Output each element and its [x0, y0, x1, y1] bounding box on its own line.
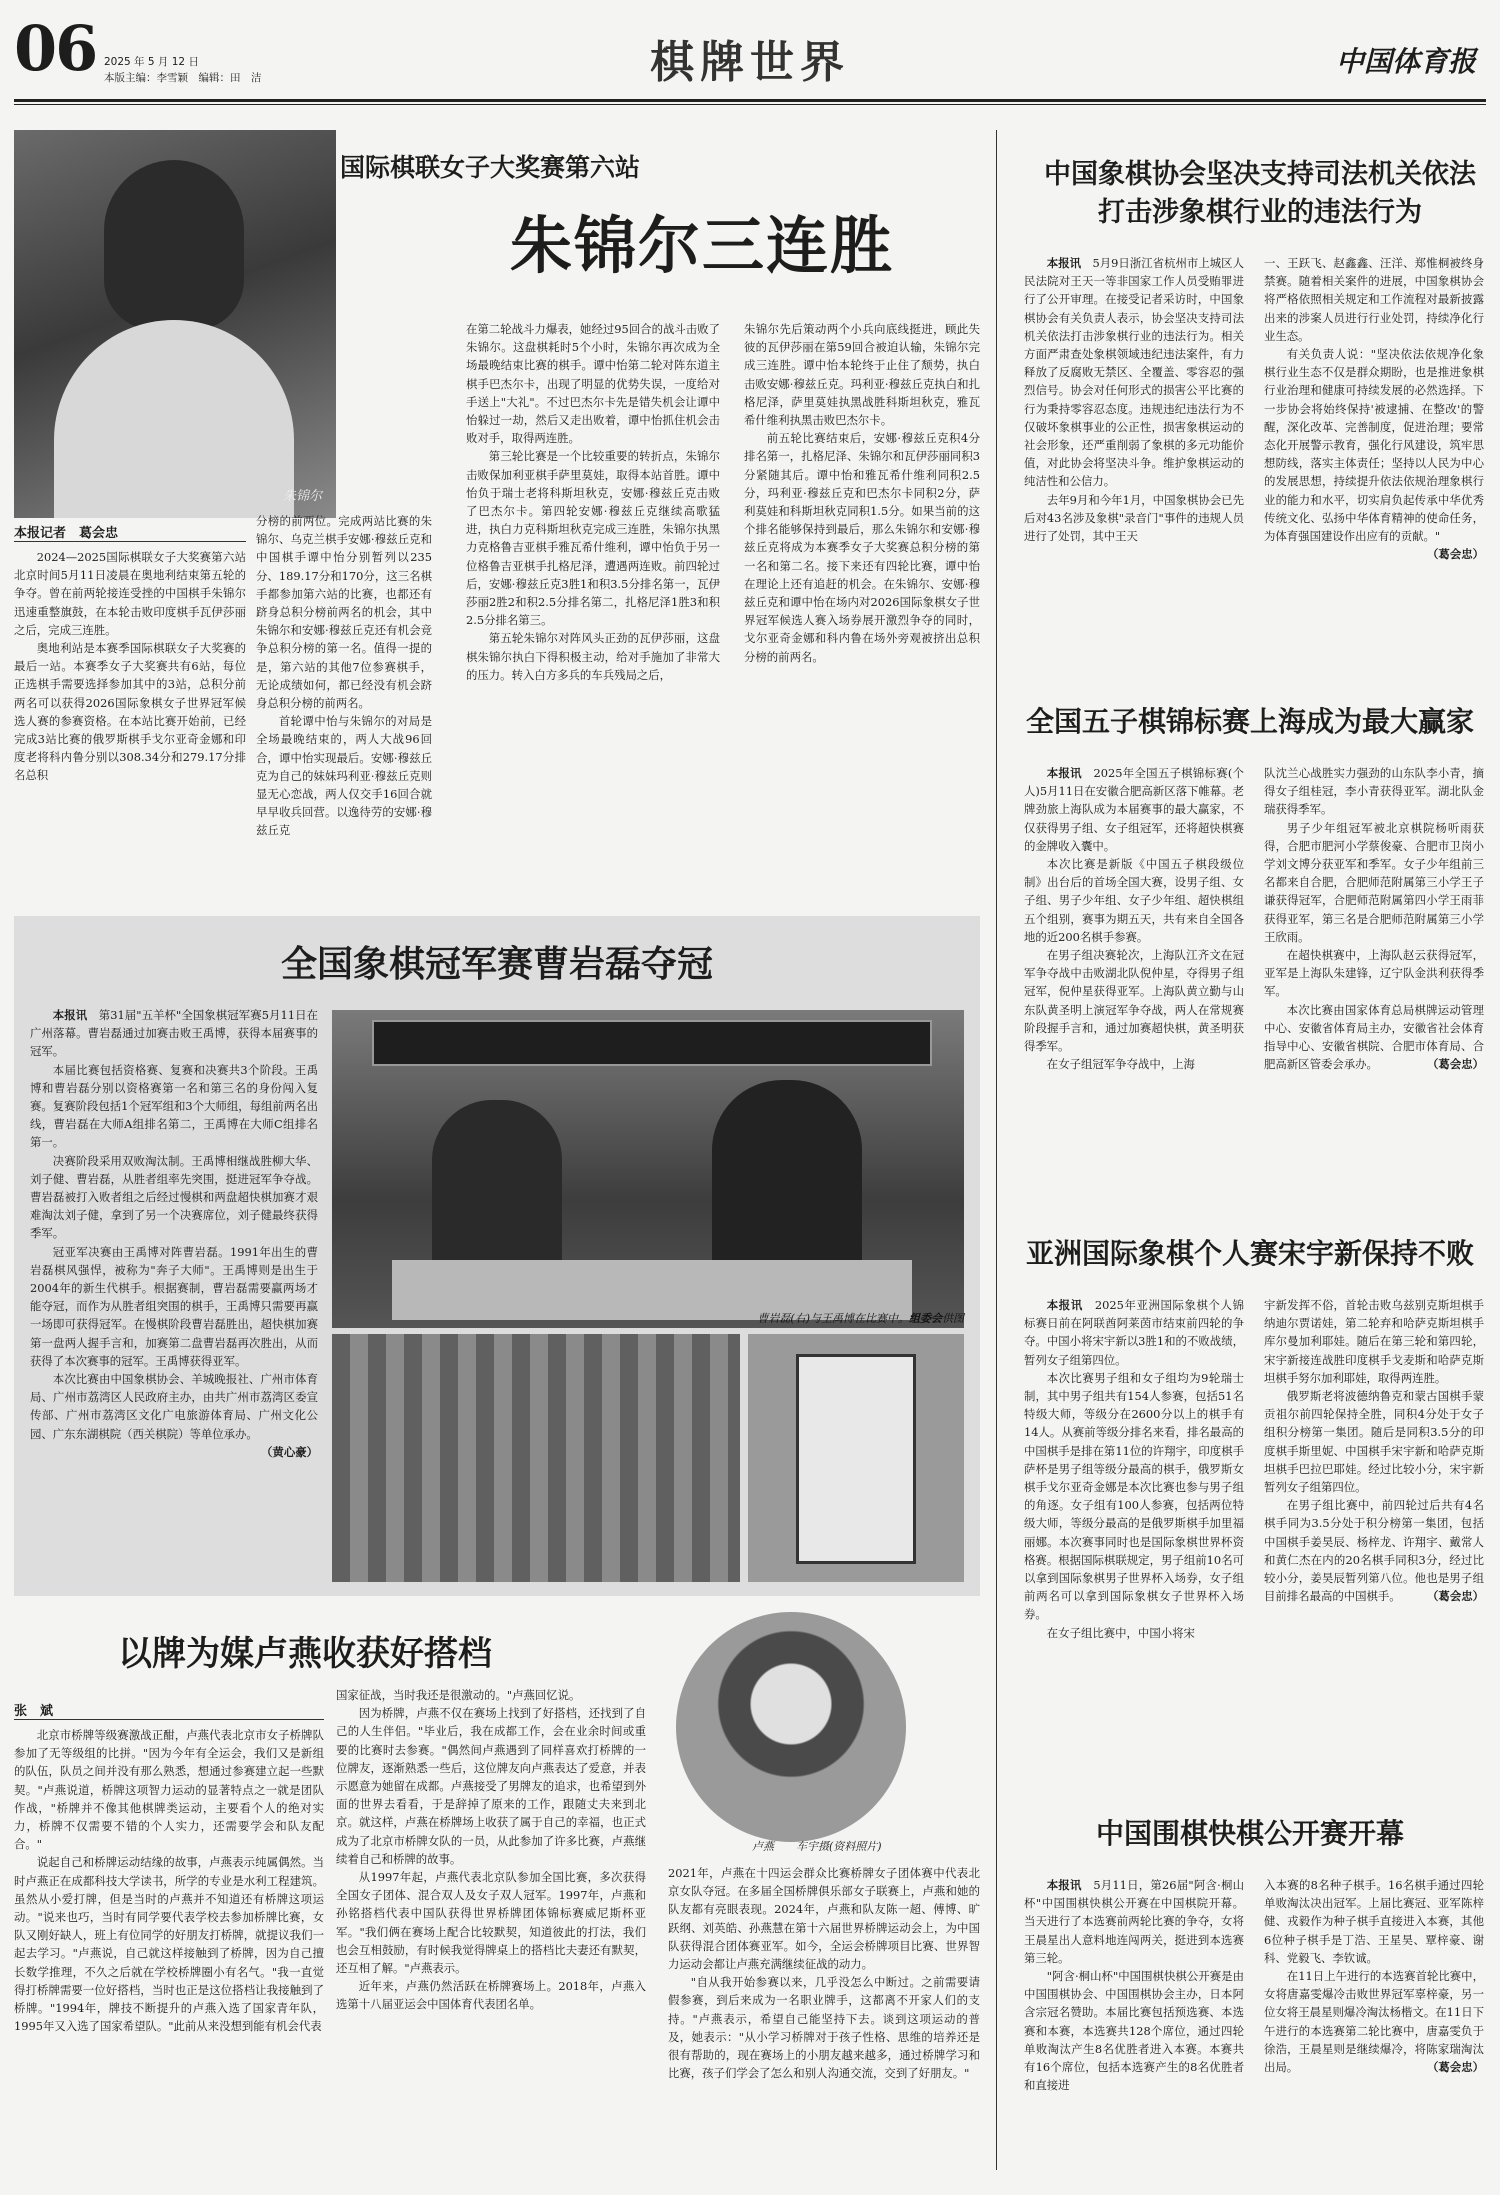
article4-col2: 一、王跃飞、赵鑫鑫、汪洋、郑惟桐被终身禁赛。随着相关案件的进展，中国象棋协会将严格依照相关规定和工作流程对最新披露出来的涉案人员进行行业处罚，持续净化行业生态。 有关负责人说："坚决依法依规净化象棋行业生态不仅是群众期盼，也是推进象棋行业治理和健康可持续发展的必然选择。下一步协会将始终保持'被逮捕、在整改'的警醒，深化改革、完善制度，促进治理；要常态化开展警示教育，强化行风建设，筑牢思想防线，落实主体责任；坚持以人民为中心的发展思想，持续提升依法依规治理象棋行业的能力和水平，切实肩负起传承中华优秀传统文化、弘扬中华体育精神的使命任务，为体育强国建设作出应有的贡献。" （葛会忠）	[1264, 256, 1484, 562]
article6-col1: 本报讯 2025年亚洲国际象棋个人锦标赛日前在阿联酋阿莱茵市结束前四轮的争夺。中国小将宋宇新以3胜1和的不败战绩，暂列女子组第四位。 本次比赛男子组和女子组均为9轮瑞士制，其中男子组共有154人参赛，包括51名特级大师，等级分在2600分以上的棋手有14人。从赛前等级分排名来看，排名最高的中国棋手是排在第11位的许翔宇，印度棋手萨杯是男子组等级分最高的棋手，俄罗斯女棋手戈尔亚奇金娜是本次比赛也参与男子组的角逐。女子组有100人参赛，包括两位特级大师，等级分最高的是俄罗斯棋手加里福丽娜。本次赛事同时也是国际象棋世界杯资格赛。根据国际棋联规定，男子组前10名可以拿到国际象棋男子世界杯入场券，女子组前两名可以拿到国际象棋女子世界杯入场券。 在女子组比赛中，中国小将宋	[1024, 1298, 1244, 1640]
article2-headline: 全国象棋冠军赛曹岩磊夺冠	[280, 943, 713, 985]
article1-col1: 2024—2025国际棋联女子大奖赛第六站北京时间5月11日凌晨在奥地利结束第五轮的争夺。曾在前两轮接连受挫的中国棋手朱锦尔迅速重整旗鼓，在本轮击败印度棋手瓦伊莎丽之后，完成三连胜。 奥地利站是本赛季国际棋联女子大奖赛的最后一站。本赛季女子大奖赛共有6站，每位正选棋手需要选择参加其中的3站，总积分前两名可以获得2026国际象棋女子世界冠军候选人赛的参赛资格。在本站比赛开始前，已经完成3站比赛的俄罗斯棋手戈尔亚奇金娜和印度老将科内鲁分别以308.34分和279.17分排名总积	[14, 550, 246, 783]
header-rule-thin	[14, 104, 1486, 105]
article7-headline: 中国围棋快棋公开赛开幕	[1095, 1817, 1404, 1850]
article4-col1: 本报讯 5月9日浙江省杭州市上城区人民法院对王天一等非国家工作人员受贿罪进行了公开审理。在接受记者采访时，中国象棋协会有关负责人表示，协会坚决支持司法机关依法打击涉象棋行业的违法行为。相关方面严肃查处象棋领域违纪违法案件，有力释放了反腐败无禁区、全覆盖、零容忍的强烈信号。协会对任何形式的损害公平比赛的行为秉持零容忍态度。违规违纪违法行为不仅破坏象棋事业的公正性，损害象棋运动的社会形象，还严重削弱了象棋的多元功能价值，对此协会将坚决斗争。维护象棋运动的纯洁性和公信力。 去年9月和今年1月，中国象棋协会已先后对43名涉及象棋"录音门"事件的违规人员进行了处罚，其中王天	[1024, 256, 1244, 544]
article7-col2: 入本赛的8名种子棋手。16名棋手通过四轮单败淘汰决出冠军。上届比赛冠、亚军陈梓健、戎毅作为种子棋手直接进入本赛，其他6位种子棋手是丁浩、王星昊、覃梓豪、谢科、党毅飞、李钦诚。 在11日上午进行的本选赛首轮比赛中，女将唐嘉雯爆冷击败世界冠军辜梓豪，另一位女将王晨星则爆冷淘汰杨楷文。在11日下午进行的本选赛第二轮比赛中，唐嘉雯负于徐浩，王晨星则是继续爆冷，将陈家瑞淘汰出局。 （葛会忠）	[1264, 1878, 1484, 2075]
article1-kicker: 国际棋联女子大奖赛第六站	[340, 153, 641, 182]
article5-col1: 本报讯 2025年全国五子棋锦标赛(个人)5月11日在安徽合肥高新区落下帷幕。老牌劲旅上海队成为本届赛事的最大赢家，不仅获得男子组、女子组冠军，还将超快棋赛的金牌收入囊中。 本次比赛是新版《中国五子棋段级位制》出台后的首场全国大赛，设男子组、女子组、男子少年组、女子少年组、超快棋组五个组别，赛事为期五天，共有来自全国各地的近200名棋手参赛。 在男子组决赛轮次，上海队江齐文在冠军争夺战中击败湖北队倪仲星，夺得男子组冠军，倪仲星获得亚军。上海队黄立勤与山东队黄圣明上演冠军争夺战，两人在常规赛阶段握手言和，通过加赛超快棋，黄圣明获得季军。 在女子组冠军争夺战中，上海	[1024, 766, 1244, 1072]
article5-headline: 全国五子棋锦标赛上海成为最大赢家	[1025, 705, 1474, 738]
article1-col3: 在第二轮战斗力爆表，她经过95回合的战斗击败了朱锦尔。这盘棋耗时5个小时，朱锦尔再次成为全场最晚结束比赛的棋手。谭中怡第二轮对阵东道主棋手巴杰尔卡，出现了明显的优势失误，一度给对手送上"大礼"。不过巴杰尔卡先是错失机会让谭中怡躲过一劫，然后又走出败着，谭中怡抓住机会击败对手，取得两连胜。 第三轮比赛是一个比较重要的转折点，朱锦尔击败保加利亚棋手萨里莫娃，取得本站首胜。谭中怡负于瑞士老将科斯坦秋克，安娜·穆兹丘克击败了巴杰尔卡。第四轮安娜·穆兹丘克继续高歌猛进，执白力克科斯坦秋克完成三连胜，朱锦尔执黑力克格鲁吉亚棋手雅瓦希什维利，谭中怡负于另一位格鲁吉亚棋手扎格尼泽，遭遇两连败。前四轮过后，安娜·穆兹丘克3胜1和积3.5分排名第一，瓦伊莎丽2胜2和积2.5分排名第二，扎格尼泽1胜3和积2.5分排名第三。 第五轮朱锦尔对阵风头正劲的瓦伊莎丽，这盘棋朱锦尔执白下得积极主动，给对手施加了非常大的压力。转入白方多兵的车兵残局之后，	[466, 322, 720, 682]
article3-col1: 北京市桥牌等级赛激战正酣，卢燕代表北京市女子桥牌队参加了无等级组的比拼。"因为今年有全运会，我们又是新组的队伍，队员之间并没有那么熟悉，想通过参赛建立起一些默契。"卢燕说道，桥牌这项智力运动的显著特点之一就是团队作战，"桥牌并不像其他棋牌类运动，主要看个人的绝对实力，桥牌不仅需要不错的个人实力，还需要学会和队友配合。" 说起自己和桥牌运动结缘的故事，卢燕表示纯属偶然。当时卢燕正在成都科技大学读书，所学的专业是水利工程建筑。虽然从小爱打牌，但是当时的卢燕并不知道还有桥牌这项运动。"说来也巧，当时有同学要代表学校去参加桥牌比赛，女队又刚好缺人，班上有位同学的好朋友打桥牌，就提议我们一起去学习。"卢燕说，自己就这样接触到了桥牌，因为自己擅长数学推理，不久之后就在学校桥牌圈小有名气。"我一直觉得打桥牌需要一位好搭档，当时也正是这位搭档让我接触到了桥牌。"1994年，牌技不断提升的卢燕入选了国家青年队，1995年又入选了国家希望队。"此前从来没想到能有机会代表	[14, 1728, 324, 2034]
article2-body: 本报讯 第31届"五羊杯"全国象棋冠军赛5月11日在广州落幕。曹岩磊通过加赛击败王禹博，获得本届赛事的冠军。 本届比赛包括资格赛、复赛和决赛共3个阶段。王禹博和曹岩磊分别以资格赛第一名和第三名的身份闯入复赛。复赛阶段包括1个冠军组和3个大师组，每组前两名出线，曹岩磊在大师A组排名第二，王禹博在大师C组排名第一。 决赛阶段采用双败淘汰制。王禹博相继战胜柳大华、刘子健、曹岩磊，从胜者组率先突围，挺进冠军争夺战。曹岩磊被打入败者组之后经过慢棋和两盘超快棋加赛才艰难淘汰刘子健，拿到了另一个决赛席位，刘子健最终获得季军。 冠亚军决赛由王禹博对阵曹岩磊。1991年出生的曹岩磊棋风强悍，被称为"奔子大师"。王禹博则是出生于2004年的新生代棋手。根据赛制，曹岩磊需要赢两场才能夺冠，而作为从胜者组突围的棋手，王禹博只需要再赢一场即可获得冠军。在慢棋阶段曹岩磊胜出，超快棋加赛第一盘两人握手言和，加赛第二盘曹岩磊再次胜出，从而获得了本次赛事的冠军。王禹博获得亚军。 本次比赛由中国象棋协会、羊城晚报社、广州市体育局、广州市荔湾区人民政府主办，由共广州市荔湾区委宣传部、广州市荔湾区文化广电旅游体育局、广州文化公园、广东东湖棋院（西关棋院）等单位承办。 （黄心豪）	[30, 1008, 318, 1459]
article1-col4: 朱锦尔先后策动两个小兵向底线挺进，顾此失彼的瓦伊莎丽在第59回合被迫认输，朱锦尔完成三连胜。谭中怡本轮终于止住了颓势，执白击败安娜·穆兹丘克。玛利亚·穆兹丘克执白和扎格尼泽，萨里莫娃执黑战胜科斯坦秋克，雅瓦希什维利执黑击败巴杰尔卡。 前五轮比赛结束后，安娜·穆兹丘克积4分排名第一，扎格尼泽、朱锦尔和瓦伊莎丽同积3分紧随其后。谭中怡和雅瓦希什维利同积2.5分，玛利亚·穆兹丘克和巴杰尔卡同积2分，萨利莫娃和科斯坦秋克同积1.5分。如果当前的这个排名能够保持到最后，那么朱锦尔和安娜·穆兹丘克将成为本赛季女子大奖赛总积分榜的第一名和第二名。接下来还有四轮比赛，谭中怡在理论上还有追赶的机会。在朱锦尔、安娜·穆兹丘克和谭中怡在场内对2026国际象棋女子世界冠军候选人赛入场券展开激烈争夺的同时，戈尔亚奇金娜和科内鲁在场外旁观被挤出总积分榜的前两名。	[744, 322, 980, 664]
issue-date: 2025 年 5 月 12 日	[104, 56, 199, 68]
article3-byline: 张 斌	[14, 1700, 324, 1720]
giant-xiangqi-board	[796, 1354, 916, 1564]
article5-col2: 队沈兰心战胜实力强劲的山东队李小青，摘得女子组桂冠，李小青获得亚军。湖北队金瑞获得季军。 男子少年组冠军被北京棋院杨听雨获得，合肥市肥河小学蔡俊豪、合肥市卫岗小学刘文博分获亚军和季军。女子少年组前三名都来自合肥，合肥师范附属第三小学王子谦获得冠军，合肥师范附属第四小学王雨菲获得亚军，第三名是合肥师范附属第三小学王欣雨。 在超快棋赛中，上海队赵云获得冠军，亚军是上海队朱建锋，辽宁队金洪利获得季军。 本次比赛由国家体育总局棋牌运动管理中心、安徽省体育局主办，安徽省社会体育指导中心、安徽省棋院、合肥市体育局、合肥高新区管委会承办。 （葛会忠）	[1264, 766, 1484, 1072]
player-silhouette	[104, 160, 244, 330]
article1-headline: 朱锦尔三连胜	[510, 209, 895, 282]
issue-editors: 本版主编：李雪颖 编辑：田 洁	[104, 72, 262, 84]
crowd-photo	[332, 1334, 740, 1582]
masthead-logo: 中国体育报	[1335, 45, 1476, 78]
lu-yan-photo-caption: 卢燕 车宇摄(资料照片)	[752, 1840, 882, 1853]
article6-headline: 亚洲国际象棋个人赛宋宇新保持不败	[1025, 1237, 1474, 1270]
photo-signature: 朱锦尔	[282, 489, 322, 504]
article3-col2: 国家征战，当时我还是很激动的。"卢燕回忆说。 因为桥牌，卢燕不仅在赛场上找到了好搭档，还找到了自己的人生伴侣。"毕业后，我在成都工作，会在业余时间或重要的比赛时去参赛。"偶然间卢燕遇到了同样喜欢打桥牌的一位牌友，逐渐熟悉一些后，这位牌友向卢燕表达了爱意，并表示愿意为她留在成都。卢燕接受了男牌友的追求，也希望到外面的世界去看看，于是辞掉了原来的工作，跟随丈夫来到北京。就这样，卢燕在桥牌场上收获了属于自己的幸福，也正式成为了北京市桥牌女队的一员，从此参加了许多比赛，卢燕继续着自己和桥牌的故事。 从1997年起，卢燕代表北京队参加全国比赛，多次获得全国女子团体、混合双人及女子双人冠军。1997年，卢燕和孙铭搭档代表中国队获得世界桥牌团体锦标赛威尼斯杯亚军。"我们俩在赛场上配合比较默契，知道彼此的打法，我们也会互相鼓励，有时候我觉得牌桌上的搭档比夫妻还有默契，还互相了解。"卢燕表示。 近年来，卢燕仍然活跃在桥牌赛场上。2018年，卢燕入选第十八届亚运会中国体育代表团名单。	[336, 1688, 646, 2012]
match-photo	[332, 1010, 964, 1328]
article3-headline: 以牌为媒卢燕收获好搭档	[118, 1634, 492, 1674]
player-shoulders	[54, 320, 294, 518]
match-photo-caption: 曹岩磊(右)与王禹博在比赛中。组委会供图	[757, 1312, 964, 1325]
giant-board-photo	[748, 1334, 964, 1582]
banner-strip	[372, 1020, 932, 1066]
article3-col3: 2021年，卢燕在十四运会群众比赛桥牌女子团体赛中代表北京女队夺冠。在多届全国桥牌俱乐部女子联赛上，卢燕和她的队友都有亮眼表现。2024年，卢燕和队友陈一超、傅博、旷跃纲、刘英皓、孙燕慧在第十六届世界桥牌运动会上，为中国队获得混合团体赛亚军。如今，全运会桥牌项目比赛、世界智力运动会都让卢燕充满继续征战的动力。 "自从我开始参赛以来，几乎没怎么中断过。之前需要请假参赛，到后来成为一名职业牌手，这都离不开家人们的支持。"卢燕表示，希望自己能坚持下去。谈到这项运动的普及，她表示："从小学习桥牌对于孩子性格、思维的培养还是很有帮助的，现在赛场上的小朋友越来越多，通过桥牌学习和比赛，孩子们学会了怎么和别人沟通交流，交到了好朋友。"	[668, 1866, 980, 2081]
zhu-jiner-photo	[14, 130, 336, 518]
header-rule	[14, 99, 1486, 102]
lu-yan-photo	[676, 1612, 906, 1842]
article7-col1: 本报讯 5月11日，第26届"阿含·桐山杯"中国围棋快棋公开赛在中国棋院开幕。当天进行了本选赛前两轮比赛的争夺，女将王晨星出人意料地连闯两关，挺进到本选赛第三轮。 "阿含·桐山杯"中国围棋快棋公开赛是由中国围棋协会、中国围棋协会主办，日本阿含宗冠名赞助。本届比赛包括预选赛、本选赛和本赛，本选赛共128个席位，通过四轮单败淘汰产生8名优胜者进入本赛。本赛共有16个席位，包括本选赛产生的8名优胜者和直接进	[1024, 1878, 1244, 2093]
article1-byline: 本报记者 葛会忠	[14, 522, 246, 542]
article4-headline: 中国象棋协会坚决支持司法机关依法打击涉象棋行业的违法行为	[1044, 159, 1476, 228]
article1-col2: 分榜的前两位。完成两站比赛的朱锦尔、乌克兰棋手安娜·穆兹丘克和中国棋手谭中怡分别暂列以235分、189.17分和170分，这三名棋手都参加第六站的比赛，也都还有跻身总积分榜前两名的机会，其中朱锦尔和安娜·穆兹丘克还有机会竞争总积分榜的第一名。值得一提的是，第六站的其他7位参赛棋手，无论成绩如何，都已经没有机会跻身总积分榜的前两名。 首轮谭中怡与朱锦尔的对局是全场最晚结束的，两人大战96回合，谭中怡实现最后。安娜·穆兹丘克为自己的妹妹玛利亚·穆兹丘克则显无心恋战，两人仅交手16回合就早早收兵回营。以逸待劳的安娜·穆兹丘克	[256, 514, 432, 838]
column-divider	[996, 130, 997, 2170]
section-title: 棋牌世界	[650, 37, 850, 88]
page-number: 06	[14, 12, 97, 85]
article6-col2: 宇新发挥不俗，首轮击败乌兹别克斯坦棋手纳迪尔贾诺娃，第二轮弃和哈萨克斯坦棋手库尔曼加利耶娃。随后在第三轮和第四轮，宋宇新接连战胜印度棋手戈麦斯和哈萨克斯坦棋手努尔加利耶娃，取得两连胜。 俄罗斯老将波德纳鲁克和蒙古国棋手蒙贡祖尔前四轮保持全胜，同积4分处于女子组积分榜第一集团。随后是同积3.5分的印度棋手斯里妮、中国棋手宋宇新和哈萨克斯坦棋手巴拉巴耶娃。经过比较小分，宋宇新暂列女子组第四位。 在男子组比赛中，前四轮过后共有4名棋手同为3.5分处于积分榜第一集团，包括中国棋手姜昊辰、杨梓龙、许翔宇、戴常人和黄仁杰在内的20名棋手同积3分，经过比较小分，姜昊辰暂列第八位。他也是男子组目前排名最高的中国棋手。 （葛会忠）	[1264, 1298, 1484, 1604]
